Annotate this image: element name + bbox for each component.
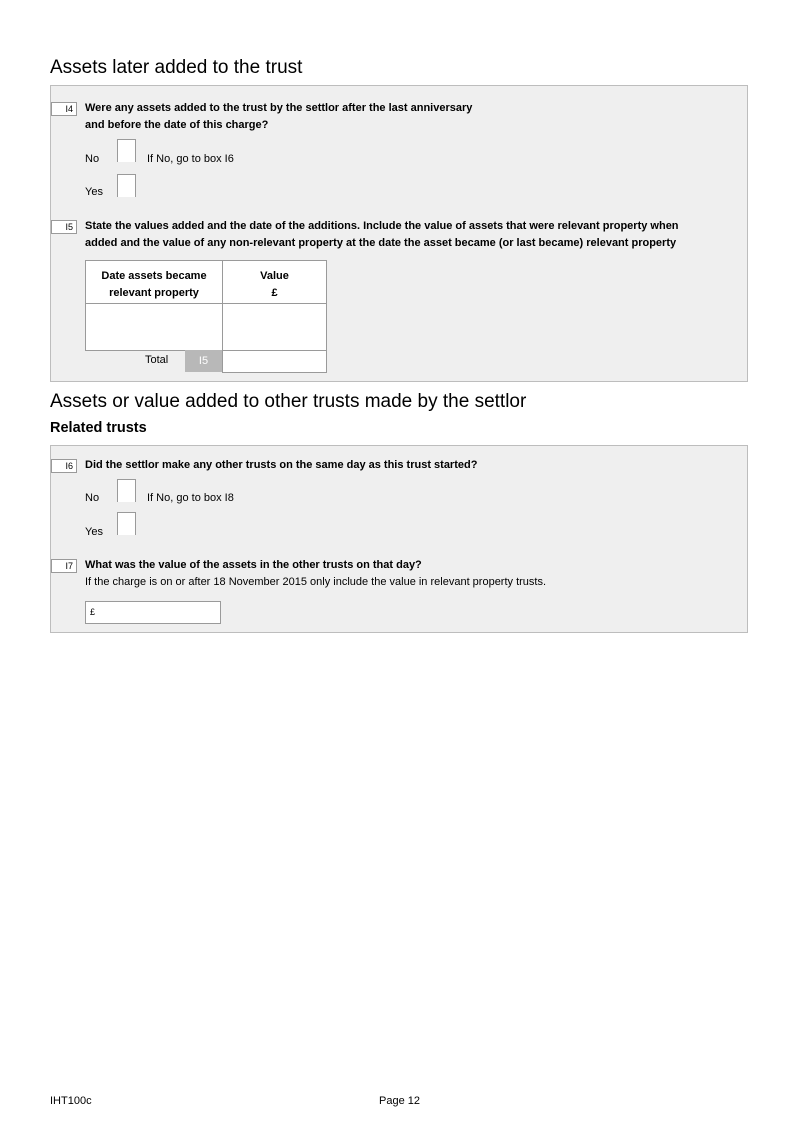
i4-no-hint: If No, go to box I6 <box>147 153 234 165</box>
page-number: Page 12 <box>379 1095 420 1107</box>
question-number-i6: I6 <box>51 459 77 473</box>
i6-yes-label: Yes <box>85 526 103 538</box>
question-i5-line1: State the values added and the date of the additions. Include the value of assets that were relevant property when <box>85 220 679 232</box>
question-i7-hint: If the charge is on or after 18 November 2015 only include the value in relevant property trusts. <box>85 576 547 588</box>
question-i7-line1: What was the value of the assets in the other trusts on that day? <box>85 559 422 571</box>
question-number-i7: I7 <box>51 559 77 573</box>
date-input-cell[interactable] <box>85 303 223 351</box>
i6-no-label: No <box>85 492 100 504</box>
i6-yes-checkbox[interactable] <box>117 512 136 535</box>
question-i4-line1: Were any assets added to the trust by the settlor after the last anniversary <box>85 102 473 114</box>
question-i5-text <box>85 218 679 252</box>
additions-table <box>85 260 327 373</box>
table-header-date-line2: relevant property <box>109 287 199 299</box>
table-header-value-line1: Value <box>260 270 289 282</box>
table-header-value-line2: £ <box>271 287 278 299</box>
table-header-value <box>222 260 327 304</box>
question-i4-line2: and before the date of this charge? <box>85 119 269 131</box>
i6-no-checkbox[interactable] <box>117 479 136 502</box>
related-trusts-panel <box>50 445 748 633</box>
total-box-number: I5 <box>185 350 222 372</box>
question-i6-line1: Did the settlor make any other trusts on the same day as this trust started? <box>85 459 478 471</box>
currency-symbol: £ <box>90 607 96 617</box>
i7-value-input[interactable] <box>85 601 221 624</box>
section-title-assets-added: Assets later added to the trust <box>50 57 303 78</box>
question-i4-text <box>85 100 472 134</box>
assets-added-panel <box>50 85 748 382</box>
i4-no-checkbox[interactable] <box>117 139 136 162</box>
section-title-other-trusts: Assets or value added to other trusts made by the settlor <box>50 391 527 412</box>
table-header-date <box>85 260 223 304</box>
subtitle-related-trusts: Related trusts <box>50 420 147 436</box>
i4-no-label: No <box>85 153 100 165</box>
question-i7-text <box>85 557 422 574</box>
total-value-input[interactable] <box>222 350 327 373</box>
i4-yes-label: Yes <box>85 186 103 198</box>
question-i5-line2: added and the value of any non-relevant property at the date the asset became (or last became) relevant property <box>85 237 677 249</box>
question-number-i5: I5 <box>51 220 77 234</box>
question-number-i4: I4 <box>51 102 77 116</box>
total-label: Total <box>145 354 169 366</box>
i4-yes-checkbox[interactable] <box>117 174 136 197</box>
i6-no-hint: If No, go to box I8 <box>147 492 234 504</box>
form-code: IHT100c <box>50 1095 92 1107</box>
table-header-date-line1: Date assets became <box>101 270 207 282</box>
value-input-cell[interactable] <box>222 303 327 351</box>
question-i6-text <box>85 457 477 474</box>
